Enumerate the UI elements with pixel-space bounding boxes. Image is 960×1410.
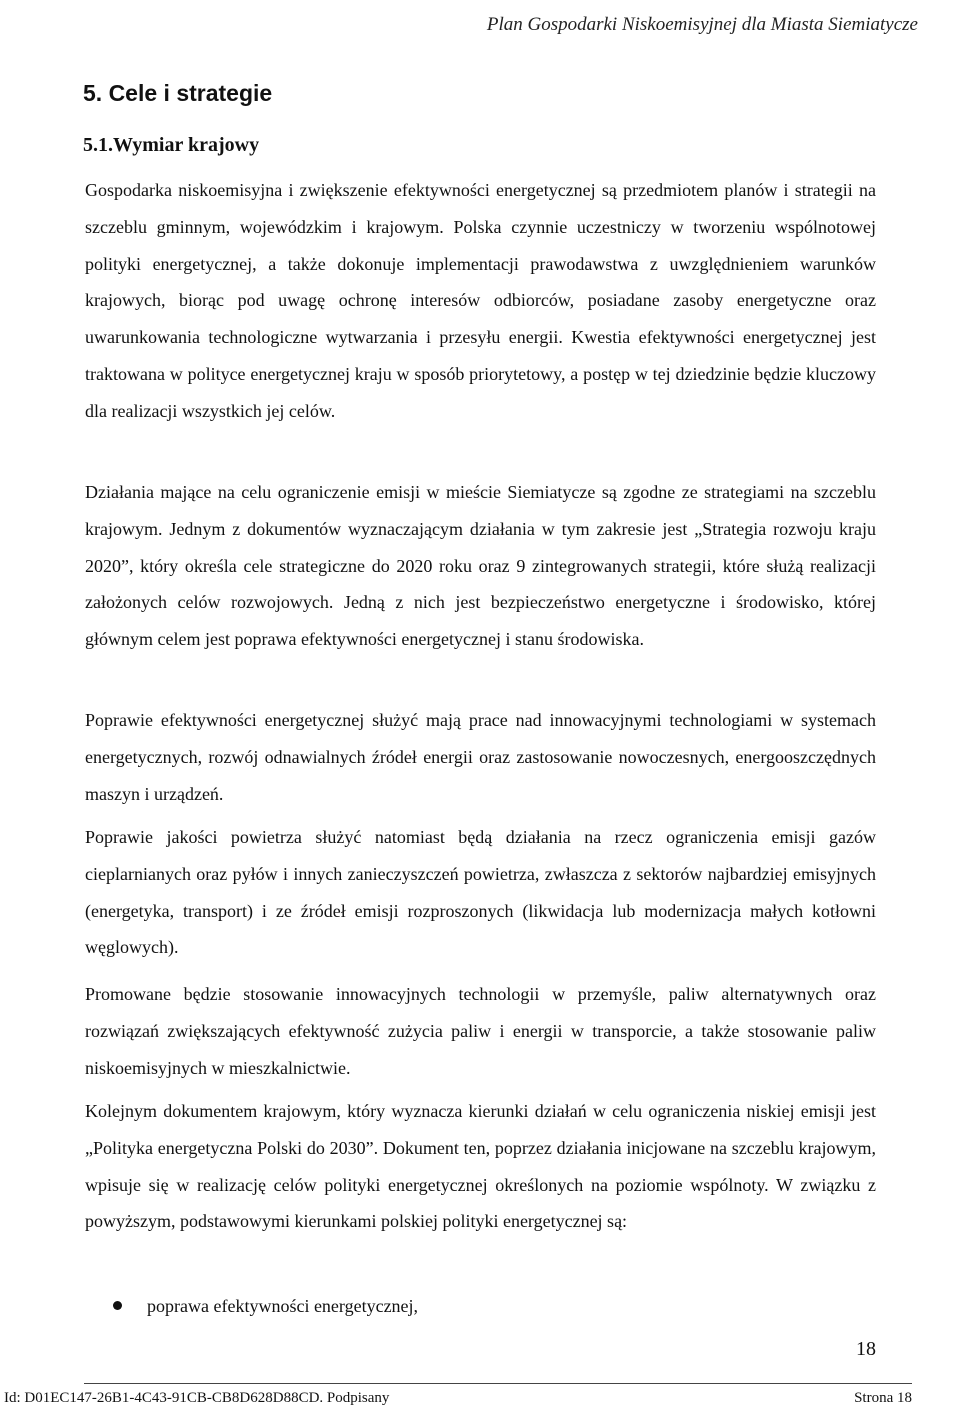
paragraph-5: Promowane będzie stosowanie innowacyjnych technologii w przemyśle, paliw alternatywnych oraz rozwiązań zwiększających efektywność zużycia paliw i energii w transporcie, a także stosowanie paliw niskoemisyjnych w mieszkalnictwie. — [85, 984, 876, 1078]
paragraph-1: Gospodarka niskoemisyjna i zwiększenie efektywności energetycznej są przedmiotem planów i strategii na szczeblu gminnym, wojewódzkim i krajowym. Polska czynnie uczestniczy w tworzeniu wspólnotowej polityki energetycznej, a także dokonuje implementacji prawodawstwa z uwzględnieniem warunków krajowych, biorąc pod uwagę ochronę interesów odbiorców, posiadane zasoby energetyczne oraz uwarunkowania technologiczne wytwarzania i przesyłu energii. Kwestia efektywności energetycznej jest traktowana w polityce energetycznej kraju w sposób priorytetowy, a postęp w tej dziedzinie będzie kluczowy dla realizacji wszystkich jej celów. — [85, 180, 876, 421]
paragraph-6: Kolejnym dokumentem krajowym, który wyznacza kierunki działań w celu ograniczenia niskiej emisji jest „Polityka energetyczna Polski do 2030”. Dokument ten, poprzez działania inicjowane na szczeblu krajowym, wpisuje się w realizację celów polityki energetycznej określonych na poziomie wspólnoty. W związku z powyższym, podstawowymi kierunkami polskiej polityki energetycznej są: — [85, 1101, 876, 1232]
list-item-text: poprawa efektywności energetycznej, — [147, 1296, 419, 1316]
paragraph-4: Poprawie jakości powietrza służyć natomiast będą działania na rzecz ograniczenia emisji gazów cieplarnianych oraz pyłów i innych zanieczyszczeń powietrza, zwłaszcza z sektorów najbardziej emisyjnych (energetyka, transport) i ze źródeł emisji rozproszonych (likwidacja lub modernizacja małych kotłowni węglowych). — [85, 827, 876, 958]
footer-divider — [84, 1383, 912, 1384]
section-heading: 5. Cele i strategie — [83, 80, 273, 106]
subsection-heading: 5.1.Wymiar krajowy — [83, 134, 260, 156]
bullet-icon — [113, 1301, 122, 1310]
list-item — [85, 1288, 418, 1324]
page-number: 18 — [856, 1338, 876, 1360]
paragraph-2: Działania mające na celu ograniczenie emisji w mieście Siemiatycze są zgodne ze strategiami na szczeblu krajowym. Jednym z dokumentów wyznaczającym działania w tym zakresie jest „Strategia rozwoju kraju 2020”, który określa cele strategiczne do 2020 roku oraz 9 zintegrowanych strategii, które służą realizacji założonych celów rozwojowych. Jedną z nich jest bezpieczeństwo energetyczne i środowisko, której głównym celem jest poprawa efektywności energetycznej i stanu środowiska. — [85, 482, 876, 650]
bullet-list — [85, 1288, 418, 1324]
running-header: Plan Gospodarki Niskoemisyjnej dla Miasta Siemiatycze — [486, 14, 918, 35]
footer-document-id: Id: D01EC147-26B1-4C43-91CB-CB8D628D88CD. Podpisany — [4, 1390, 390, 1406]
footer-page-label: Strona 18 — [854, 1390, 912, 1406]
paragraph-3: Poprawie efektywności energetycznej służyć mają prace nad innowacyjnymi technologiami w systemach energetycznych, rozwój odnawialnych źródeł energii oraz zastosowanie nowoczesnych, energooszczędnych maszyn i urządzeń. — [85, 710, 876, 804]
